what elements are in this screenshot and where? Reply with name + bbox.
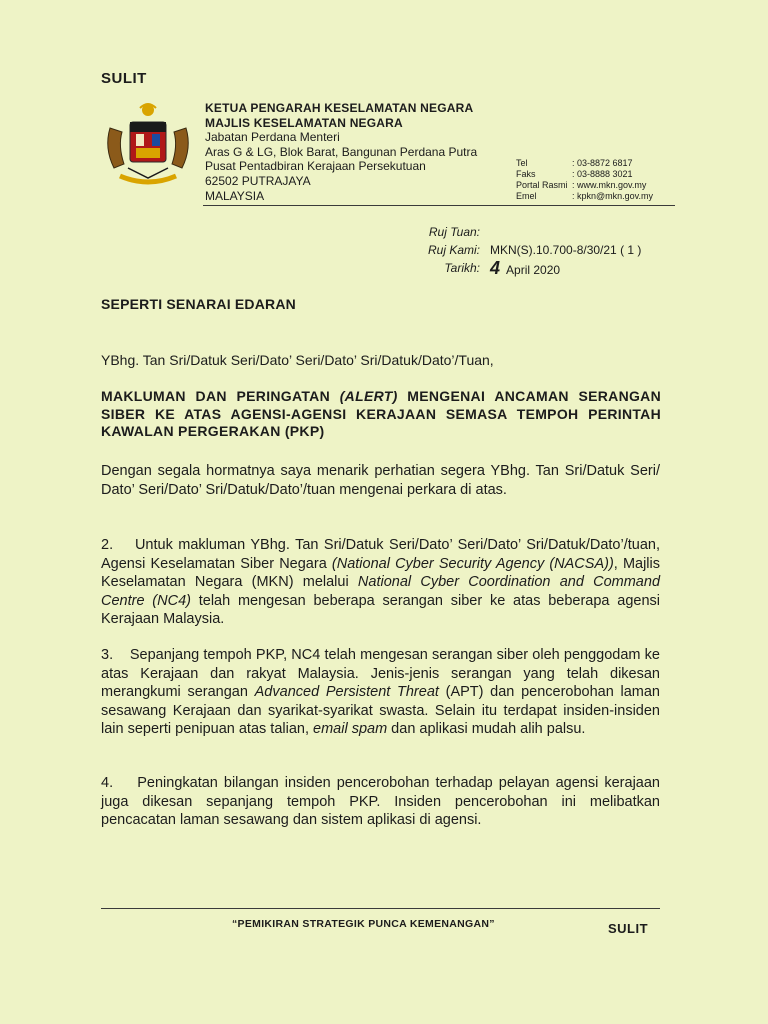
para-italic: email spam xyxy=(313,721,388,737)
para-italic: Advanced Persistent Threat xyxy=(254,684,439,700)
contact-label: Tel xyxy=(516,158,528,168)
ref-row-kami xyxy=(380,241,641,259)
subject-heading xyxy=(101,388,661,441)
date-month-year: April 2020 xyxy=(506,263,561,277)
para-text: dan aplikasi mudah alih palsu. xyxy=(387,721,586,737)
contact-value: : 03-8888 3021 xyxy=(572,169,633,179)
reference-block xyxy=(380,223,641,279)
para-text: 2. Untuk makluman YBhg. Tan Sri/Datuk Seri/Dato’ Seri/Dato’ Sri/Datuk/Dato’/tuan, Agensi Keselamatan Siber Negara xyxy=(101,537,660,572)
org-title: KETUA PENGARAH KESELAMATAN NEGARA xyxy=(205,101,474,115)
paragraph-2 xyxy=(101,536,660,629)
distribution-line: SEPERTI SENARAI EDARAN xyxy=(101,296,296,312)
para-italic: National Cyber Coordination and Command Centre (NC4) xyxy=(101,574,661,609)
paragraph-4: 4. Peningkatan bilangan insiden pencerobohan terhadap pelayan agensi kerajaan juga dikesan sepanjang tempoh PKP. Insiden pencerobohan ini melibatkan pencacatan laman sesawang dan sistem aplikasi di agensi. xyxy=(101,775,660,828)
classification-top: SULIT xyxy=(101,70,147,87)
org-department: Jabatan Perdana Menteri xyxy=(205,130,340,145)
contact-row-email xyxy=(516,191,653,202)
para-italic: (National Cyber Security Agency (NACSA)) xyxy=(331,555,614,572)
ref-value xyxy=(490,259,560,279)
footer-motto: “PEMIKIRAN STRATEGIK PUNCA KEMENANGAN” xyxy=(232,918,495,930)
org-postcode: 62502 PUTRAJAYA xyxy=(205,173,311,188)
paragraph-3 xyxy=(101,646,660,739)
ref-row-date xyxy=(380,259,641,279)
contact-row-fax xyxy=(516,169,653,180)
org-address xyxy=(205,101,477,203)
para-text: (APT) dan pencerobohan laman sesawang Kerajaan dan syarikat-syarikat swasta. Selain itu terdapat insiden-insiden lain seperti penipuan atas talian, xyxy=(101,684,660,737)
contact-value: : kpkn@mkn.gov.my xyxy=(572,191,653,201)
paragraph-1: Dengan segala hormatnya saya menarik perhatian segera YBhg. Tan Sri/Datuk Seri/ Dato’ Seri/Dato’ Sri/Datuk/Dato’/tuan mengenai perkara di atas. xyxy=(101,463,660,498)
header-divider xyxy=(203,205,675,206)
contact-row-tel xyxy=(516,158,653,169)
contact-label: Emel xyxy=(516,191,537,201)
ref-label: Ruj Tuan: xyxy=(428,225,480,239)
handwritten-date-day: 4 xyxy=(490,258,501,278)
org-address-line: Pusat Pentadbiran Kerajaan Persekutuan xyxy=(205,159,426,174)
org-council: MAJLIS KESELAMATAN NEGARA xyxy=(205,115,403,130)
contact-label: Faks xyxy=(516,169,536,179)
ref-row-tuan xyxy=(380,223,641,241)
coat-of-arms-logo xyxy=(100,98,196,190)
ref-value: MKN(S).10.700-8/30/21 ( 1 ) xyxy=(490,243,642,257)
contact-value: : www.mkn.gov.my xyxy=(572,180,647,190)
heading-text: MAKLUMAN DAN PERINGATAN xyxy=(101,388,340,404)
org-address-line: Aras G & LG, Blok Barat, Bangunan Perdana Putra xyxy=(205,144,478,159)
contact-block xyxy=(516,158,653,202)
contact-label: Portal Rasmi xyxy=(516,180,568,190)
classification-bottom: SULIT xyxy=(608,921,649,936)
para-text: , Majlis Keselamatan Negara (MKN) melalui xyxy=(101,555,660,590)
contact-row-portal xyxy=(516,180,653,191)
footer-divider xyxy=(101,908,660,909)
org-country: MALAYSIA xyxy=(205,188,265,203)
para-text: 3. Sepanjang tempoh PKP, NC4 telah mengesan serangan siber oleh penggodam ke atas Kerajaan dan rakyat Malaysia. Jenis-jenis serangan yang telah dikesan merangkumi serangan xyxy=(101,647,660,700)
contact-value: : 03-8872 6817 xyxy=(572,158,633,168)
heading-text: MENGENAI ANCAMAN SERANGAN SIBER KE ATAS AGENSI-AGENSI KERAJAAN SEMASA TEMPOH PERINTAH KAWALAN PERGERAKAN (PKP) xyxy=(101,388,662,439)
heading-alert: (ALERT) xyxy=(339,388,398,404)
para-text: telah mengesan beberapa serangan siber ke atas beberapa agensi Kerajaan Malaysia. xyxy=(101,592,661,627)
ref-label: Tarikh: xyxy=(444,261,480,275)
salutation: YBhg. Tan Sri/Datuk Seri/Dato’ Seri/Dato’ Sri/Datuk/Dato’/Tuan, xyxy=(101,352,494,368)
ref-label: Ruj Kami: xyxy=(427,243,480,257)
